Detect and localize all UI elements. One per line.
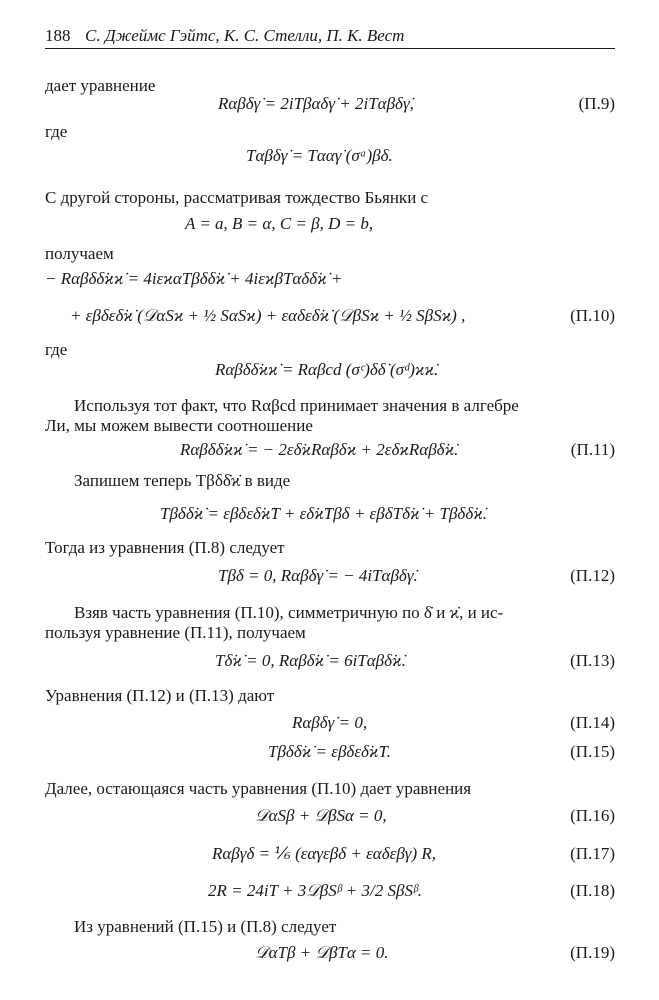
text-line: дает уравнение — [45, 76, 156, 95]
equation: Tδ̇ϰ̇ = 0, Rαβδ̇ϰ̇ = 6iTαβδ̇ϰ̇. — [215, 651, 406, 670]
equation: 2R = 24iT + 3𝒟βSᵝ + 3/2 SβSᵝ. — [208, 881, 423, 900]
equation: Tβδ = 0, Rαβδγ̇ = − 4iTαβδγ̇. — [218, 566, 418, 585]
text-line: Тогда из уравнения (П.8) следует — [45, 538, 285, 557]
equation-number: (П.14) — [570, 713, 615, 732]
text-line: Ли, мы можем вывести соотношение — [45, 416, 313, 435]
equation-number: (П.18) — [570, 881, 615, 900]
text-line: Запишем теперь Tβδδ̇ϰ̇ в виде — [74, 471, 291, 490]
equation-number: (П.15) — [570, 742, 615, 761]
page-number: 188 — [45, 26, 71, 45]
equation-number: (П.13) — [570, 651, 615, 670]
page-header — [45, 24, 615, 49]
text-line: Далее, остающаяся часть уравнения (П.10) дает уравнения — [45, 779, 472, 798]
text-line: С другой стороны, рассматривая тождество Бьянки с — [45, 188, 429, 207]
equation-number: (П.10) — [570, 306, 615, 325]
equation-number: (П.16) — [570, 806, 615, 825]
text-line: получаем — [45, 244, 114, 263]
text-line: Уравнения (П.12) и (П.13) дают — [45, 686, 275, 705]
running-title: С. Джеймс Гэйтс, К. С. Стелли, П. К. Вест — [85, 26, 405, 45]
equation: Tβδδ̇ϰ̇ = εβδεδ̇ϰ̇T. — [268, 742, 391, 761]
text-line: Используя тот факт, что Rαβcd принимает значения в алгебре — [74, 396, 519, 415]
equation: 𝒟αSβ + 𝒟βSα = 0, — [255, 806, 387, 825]
equation-number: (П.17) — [570, 844, 615, 863]
equation: + εβδεδ̇ϰ̇ (𝒟αSϰ + ½ SαSϰ) + εαδεδ̇ϰ̇ (𝒟βSϰ + ½ SβSϰ) , — [70, 306, 466, 325]
text-line: Взяв часть уравнения (П.10), симметричную по δ̇ и ϰ̇, и ис- — [74, 603, 504, 622]
text-line: где — [45, 122, 68, 141]
equation: − Rαβδδ̇ϰϰ̇ = 4iεϰαTβδδ̇ϰ̇ + 4iεϰβTαδδ̇ϰ̇ + — [45, 269, 343, 288]
text-line: где — [45, 340, 68, 359]
equation-number: (П.12) — [570, 566, 615, 585]
equation: Rαβδγ̇ = 0, — [292, 713, 368, 732]
equation: Tαβδγ̇ = Tααγ̇ (σᵃ)βδ. — [246, 146, 393, 165]
equation: Tβδδ̇ϰ̇ = εβδεδ̇ϰ̇T + εδ̇ϰ̇Tβδ + εβδTδ̇ϰ̇ + Tβδδ̇ϰ̇. — [160, 504, 488, 523]
equation: A = a, B = α, C = β, D = b, — [185, 214, 374, 233]
equation-number: (П.9) — [578, 94, 615, 113]
equation-number: (П.11) — [570, 440, 615, 459]
equation: Rαβδγ̇ = 2iTβαδγ̇ + 2iTαβδγ̇, — [218, 94, 414, 113]
equation: Rαβδδ̇ϰϰ̇ = Rαβcd (σᶜ)δδ̇ (σᵈ)ϰϰ̇. — [215, 360, 439, 379]
text-line: пользуя уравнение (П.11), получаем — [45, 623, 306, 642]
equation: 𝒟αTβ + 𝒟βTα = 0. — [255, 943, 389, 962]
equation-number: (П.19) — [570, 943, 615, 962]
equation: Rαβδδ̇ϰϰ̇ = − 2εδ̇ϰ̇Rαβδϰ + 2εδϰRαβδ̇ϰ̇. — [180, 440, 459, 459]
text-line: Из уравнений (П.15) и (П.8) следует — [74, 917, 337, 936]
equation: Rαβγδ = ⅙ (εαγεβδ + εαδεβγ) R, — [212, 844, 437, 863]
